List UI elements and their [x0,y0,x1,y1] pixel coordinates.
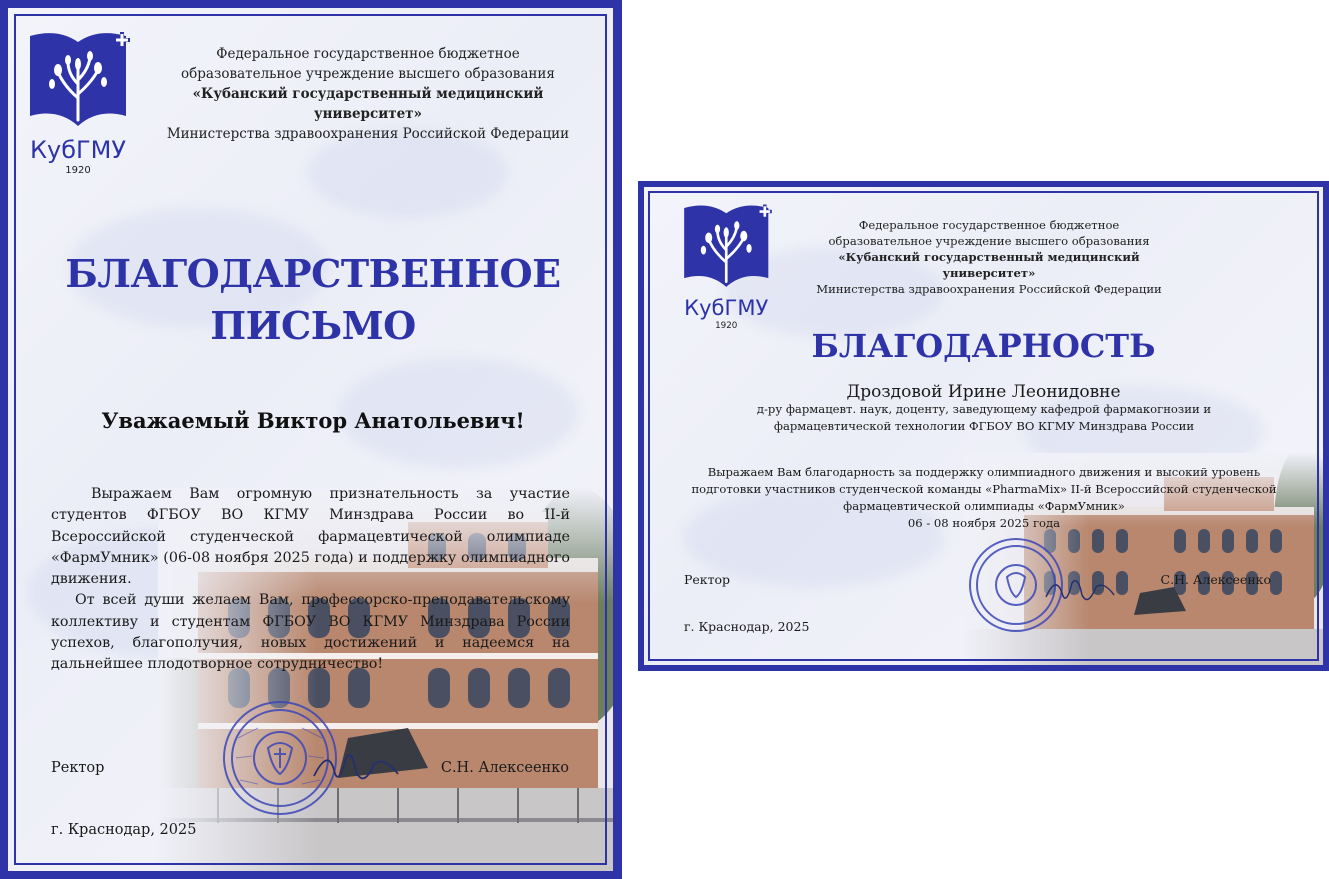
letter-paragraph-2: От всей души желаем Вам, профессорско-преподавательскому коллективу и студентам ФГБОУ ВО КГМУ Минздрава России успехов, благополучия, новых достижений и надеемся на дальнейшее плодотворное сотрудничество! [51,592,570,673]
recipient-name: Дроздовой Ирине Леонидовне [846,382,1121,402]
certificate-title: БЛАГОДАРНОСТЬ [811,327,1156,365]
body-line-1: Выражаем Вам благодарность за поддержку олимпиадного движения и высокий уровень [707,465,1261,479]
recipient-position [724,401,1244,435]
gratitude-certificate [638,181,1329,671]
header-line-4: Министерства здравоохранения Российской Федерации [166,126,570,142]
header-line-2: образовательное учреждение высшего образования [181,66,555,82]
header-line-3: «Кубанский государственный медицинский университет» [192,86,544,122]
certificate-paper [644,187,1323,665]
rector-label: Ректор [684,572,731,587]
header-line-1: Федеральное государственное бюджетное [858,218,1120,232]
position-line-2: фармацевтической технологии ФГБОУ ВО КГМУ Минздрава России [773,419,1195,433]
position-line-1: д-ру фармацевт. наук, доценту, заведующему кафедрой фармакогнозии и [756,402,1212,416]
logo-year: 1920 [715,321,738,329]
institution-header [158,44,578,144]
letter-title-line-1: БЛАГОДАРСТВЕННОЕ [65,251,561,296]
letter-paragraph-1: Выражаем Вам огромную признательность за участие студентов ФГБОУ ВО КГМУ Минздрава России во II-й Всероссийской студенческой фармацевтической олимпиаде «ФармУмник» (06-08 ноября 2025 года) и поддержку олимпиадного движения. [51,486,570,588]
body-line-2: подготовки участников студенческой команды «PharmaMix» II-й Всероссийской студенческой [691,482,1277,496]
body-line-3: фармацевтической олимпиады «ФармУмник» [843,499,1125,513]
rector-label: Ректор [51,760,105,776]
kubgmu-logo [28,28,132,174]
logo-name: КубГМУ [29,136,127,164]
logo-name: КубГМУ [684,294,769,320]
header-line-1: Федеральное государственное бюджетное [216,46,520,62]
letter-title [48,248,578,352]
letter-greeting: Уважаемый Виктор Анатольевич! [101,408,525,433]
signature-scribble [1046,581,1114,600]
header-line-4: Министерства здравоохранения Российской Федерации [816,282,1162,296]
body-line-4: 06 - 08 ноября 2025 года [907,516,1061,530]
logo-year: 1920 [65,165,91,174]
official-stamp [218,698,408,818]
institution-header [804,217,1174,297]
certificate-body [684,464,1284,532]
letter-title-line-2: ПИСЬМО [210,303,416,348]
kubgmu-logo [682,201,774,329]
official-stamp [966,535,1116,635]
place-date: г. Краснодар, 2025 [51,822,197,838]
thank-you-letter [0,0,622,879]
place-date: г. Краснодар, 2025 [684,619,810,634]
letter-body [51,484,570,676]
header-line-2: образовательное учреждение высшего образования [828,234,1150,248]
header-line-3: «Кубанский государственный медицинский университет» [838,250,1140,280]
letter-paper [8,8,613,871]
signatory-name: С.Н. Алексеенко [440,760,569,776]
signatory-name: С.Н. Алексеенко [1160,572,1271,587]
